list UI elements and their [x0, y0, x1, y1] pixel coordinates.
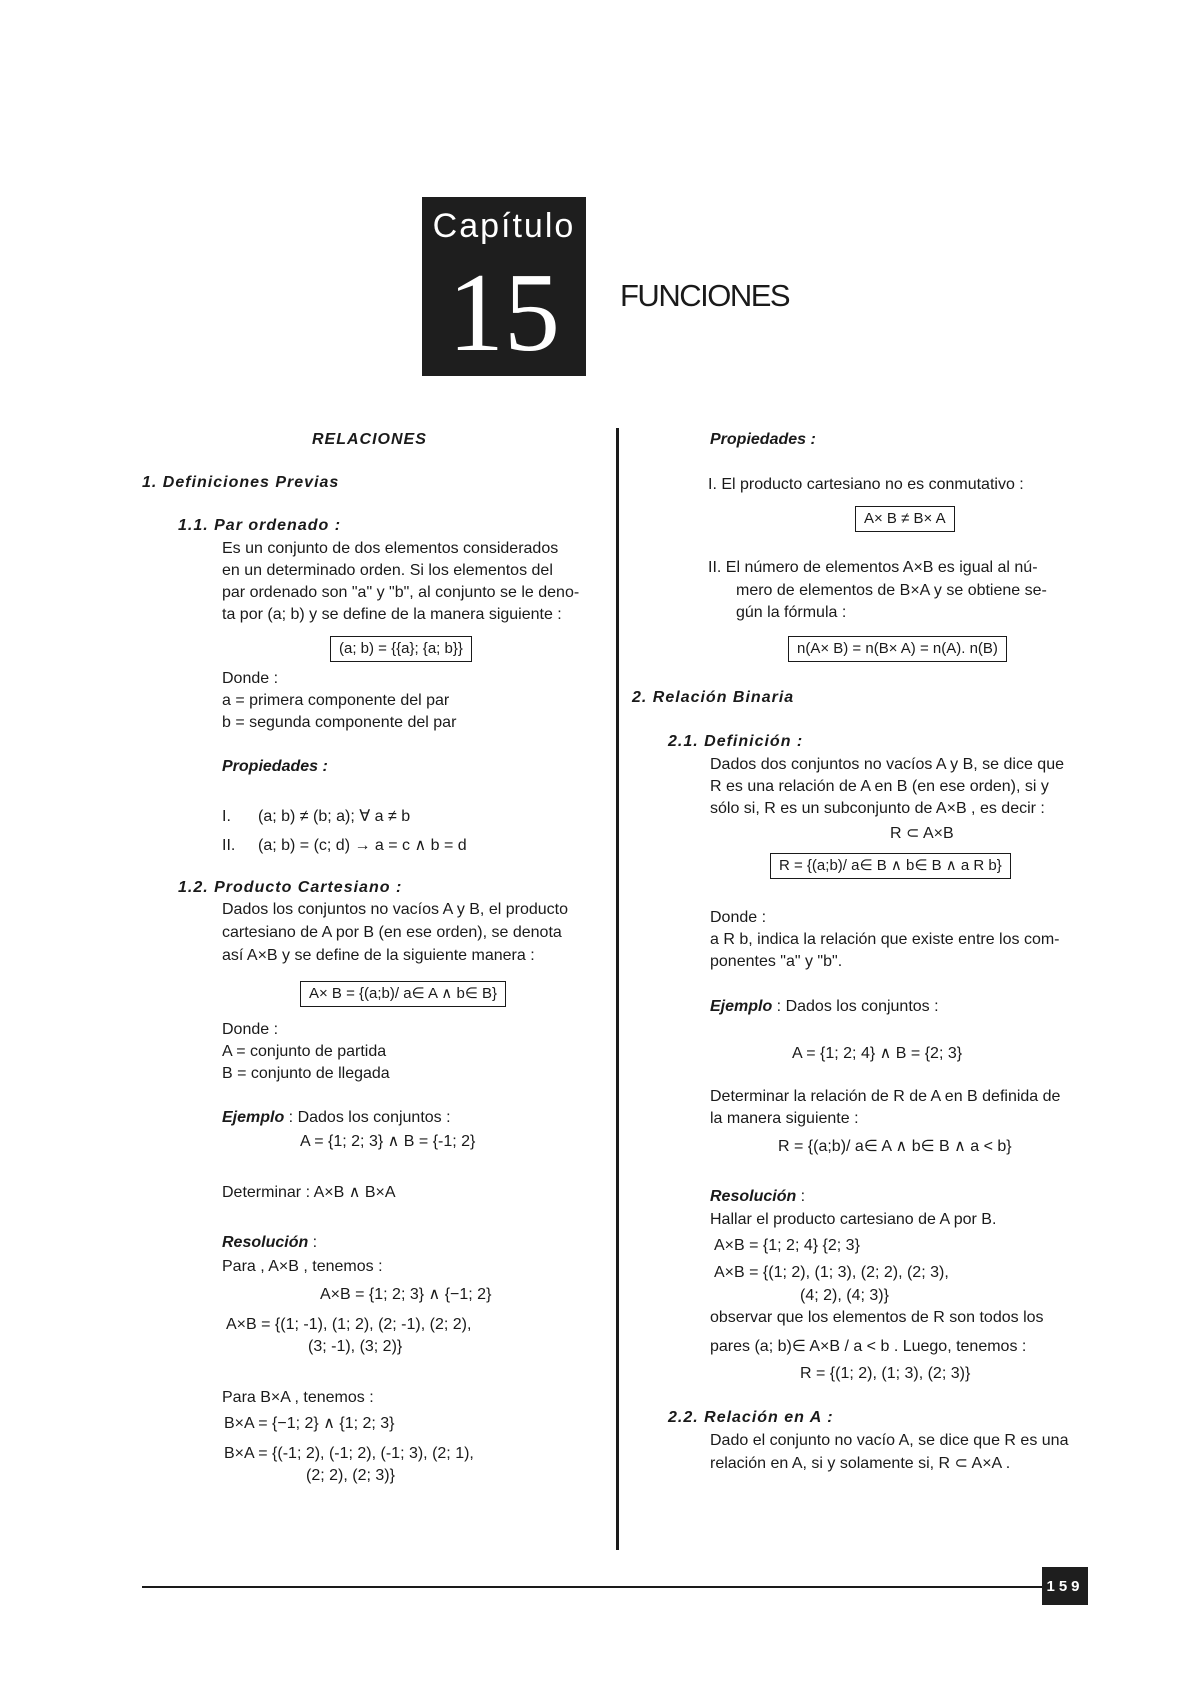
heading-definiciones-previas: 1. Definiciones Previas: [142, 474, 340, 491]
formula-box-producto-cartesiano: A× B = {(a;b)/ a∈ A ∧ b∈ B}: [300, 981, 506, 1007]
ejemplo-line-right: [710, 996, 939, 1018]
paragraph-line: Dado el conjunto no vacío A, se dice que R es una: [710, 1432, 1069, 1449]
formula-box-cardinal: n(A× B) = n(B× A) = n(A). n(B): [788, 636, 1007, 662]
heading-producto-cartesiano: 1.2. Producto Cartesiano :: [178, 879, 403, 896]
resolution-line: A×B = {(1; 2), (1; 3), (2; 2), (2; 3),: [714, 1264, 949, 1281]
resolucion-line-right: [710, 1186, 805, 1208]
property-text: (a; b) ≠ (b; a); ∀ a ≠ b: [258, 808, 411, 825]
heading-relacion-en-a: 2.2. Relación en A :: [668, 1409, 834, 1426]
determinar-line: Determinar la relación de R de A en B definida de: [710, 1088, 1061, 1105]
donde-label-right: Donde :: [710, 909, 767, 926]
paragraph-line: en un determinado orden. Si los elementos del: [222, 562, 553, 579]
donde-item: a = primera componente del par: [222, 692, 450, 709]
paragraph-line: R es una relación de A en B (en ese orden), si y: [710, 778, 1049, 795]
heading-definicion: 2.1. Definición :: [668, 733, 804, 750]
formula-box-no-conmutativo: A× B ≠ B× A: [855, 506, 955, 532]
resolucion-colon: :: [308, 1234, 318, 1251]
formula-box-par-ordenado: (a; b) = {{a}; {a; b}}: [330, 636, 472, 662]
paragraph-line: cartesiano de A por B (en ese orden), se denota: [222, 924, 562, 941]
resolution-line: A×B = {(1; -1), (1; 2), (2; -1), (2; 2),: [226, 1316, 472, 1333]
property-ii-line: mero de elementos de B×A y se obtiene se-: [736, 582, 1047, 599]
heading-relacion-binaria: 2. Relación Binaria: [632, 689, 795, 706]
determinar-line: Determinar : A×B ∧ B×A: [222, 1184, 396, 1201]
resolution-line: A×B = {1; 2; 3} ∧ {−1; 2}: [320, 1286, 492, 1303]
donde-label: Donde :: [222, 670, 279, 687]
ejemplo-label: Ejemplo: [710, 998, 773, 1015]
heading-par-ordenado: 1.1. Par ordenado :: [178, 517, 342, 534]
resolucion-colon: :: [796, 1188, 806, 1205]
resolucion-label: Resolución: [222, 1234, 309, 1251]
ejemplo-label: Ejemplo: [222, 1109, 285, 1126]
property-number: I.: [222, 808, 231, 825]
determinar-line: la manera siguiente :: [710, 1110, 859, 1127]
resolution-line: observar que los elementos de R son todos los: [710, 1309, 1044, 1326]
paragraph-line: Dados dos conjuntos no vacíos A y B, se dice que: [710, 756, 1064, 773]
property-ii-line: gún la fórmula :: [736, 604, 847, 621]
resolution-line: (4; 2), (4; 3)}: [800, 1287, 889, 1304]
chapter-number: 15: [448, 251, 560, 375]
resolution-line: A×B = {1; 2; 4} {2; 3}: [714, 1237, 860, 1254]
resolution-line: Para B×A , tenemos :: [222, 1389, 374, 1406]
chapter-label: Capítulo: [432, 207, 576, 245]
resolution-line: Hallar el producto cartesiano de A por B.: [710, 1211, 997, 1228]
resolution-line: (3; -1), (3; 2)}: [308, 1338, 403, 1355]
relation-definition: R = {(a;b)/ a∈ A ∧ b∈ B ∧ a < b}: [778, 1138, 1012, 1155]
resolucion-line: [222, 1232, 317, 1254]
ejemplo-sets: A = {1; 2; 3} ∧ B = {-1; 2}: [300, 1133, 476, 1150]
donde-label: Donde :: [222, 1021, 279, 1038]
resolution-line: B×A = {−1; 2} ∧ {1; 2; 3}: [224, 1415, 395, 1432]
resolution-line: R = {(1; 2), (1; 3), (2; 3)}: [800, 1365, 971, 1382]
propiedades-title-right: Propiedades :: [710, 431, 816, 448]
paragraph-line: Dados los conjuntos no vacíos A y B, el producto: [222, 901, 568, 918]
donde-line: a R b, indica la relación que existe entre los com-: [710, 931, 1060, 948]
resolution-line: pares (a; b)∈ A×B / a < b . Luego, tenemos :: [710, 1338, 1027, 1355]
chapter-badge: [422, 197, 586, 376]
section-title: RELACIONES: [312, 431, 427, 448]
donde-item: A = conjunto de partida: [222, 1043, 387, 1060]
donde-line: ponentes "a" y "b".: [710, 953, 843, 970]
resolution-line: Para , A×B , tenemos :: [222, 1258, 383, 1275]
page-number: 159: [1042, 1567, 1088, 1605]
ejemplo-text: : Dados los conjuntos :: [284, 1109, 451, 1126]
paragraph-line: par ordenado son "a" y "b", al conjunto se le deno-: [222, 584, 580, 601]
paragraph-line: Es un conjunto de dos elementos considerados: [222, 540, 559, 557]
property-ii-line: II. El número de elementos A×B es igual al nú-: [708, 559, 1038, 576]
chapter-title: FUNCIONES: [620, 278, 790, 313]
formula-box-relacion: R = {(a;b)/ a∈ B ∧ b∈ B ∧ a R b}: [770, 853, 1011, 879]
resolution-line: B×A = {(-1; 2), (-1; 2), (-1; 3), (2; 1),: [224, 1445, 474, 1462]
paragraph-line: sólo si, R es un subconjunto de A×B , es decir :: [710, 800, 1045, 817]
resolution-line: (2; 2), (2; 3)}: [306, 1467, 395, 1484]
column-divider: [616, 428, 619, 1550]
ejemplo-sets-right: A = {1; 2; 4} ∧ B = {2; 3}: [792, 1045, 963, 1062]
ejemplo-text: : Dados los conjuntos :: [772, 998, 939, 1015]
donde-item: b = segunda componente del par: [222, 714, 457, 731]
resolucion-label: Resolución: [710, 1188, 797, 1205]
property-text: (a; b) = (c; d) → a = c ∧ b = d: [258, 837, 467, 854]
property-number: II.: [222, 837, 236, 854]
propiedades-title: Propiedades :: [222, 758, 328, 775]
ejemplo-line: [222, 1107, 451, 1129]
paragraph-line: relación en A, si y solamente si, R ⊂ A×A .: [710, 1455, 1011, 1472]
paragraph-line: así A×B y se define de la siguiente manera :: [222, 947, 535, 964]
subset-line: R ⊂ A×B: [890, 825, 954, 842]
property-i: I. El producto cartesiano no es conmutativo :: [708, 476, 1024, 493]
paragraph-line: ta por (a; b) y se define de la manera siguiente :: [222, 606, 562, 623]
donde-item: B = conjunto de llegada: [222, 1065, 390, 1082]
footer-rule: [142, 1586, 1042, 1588]
